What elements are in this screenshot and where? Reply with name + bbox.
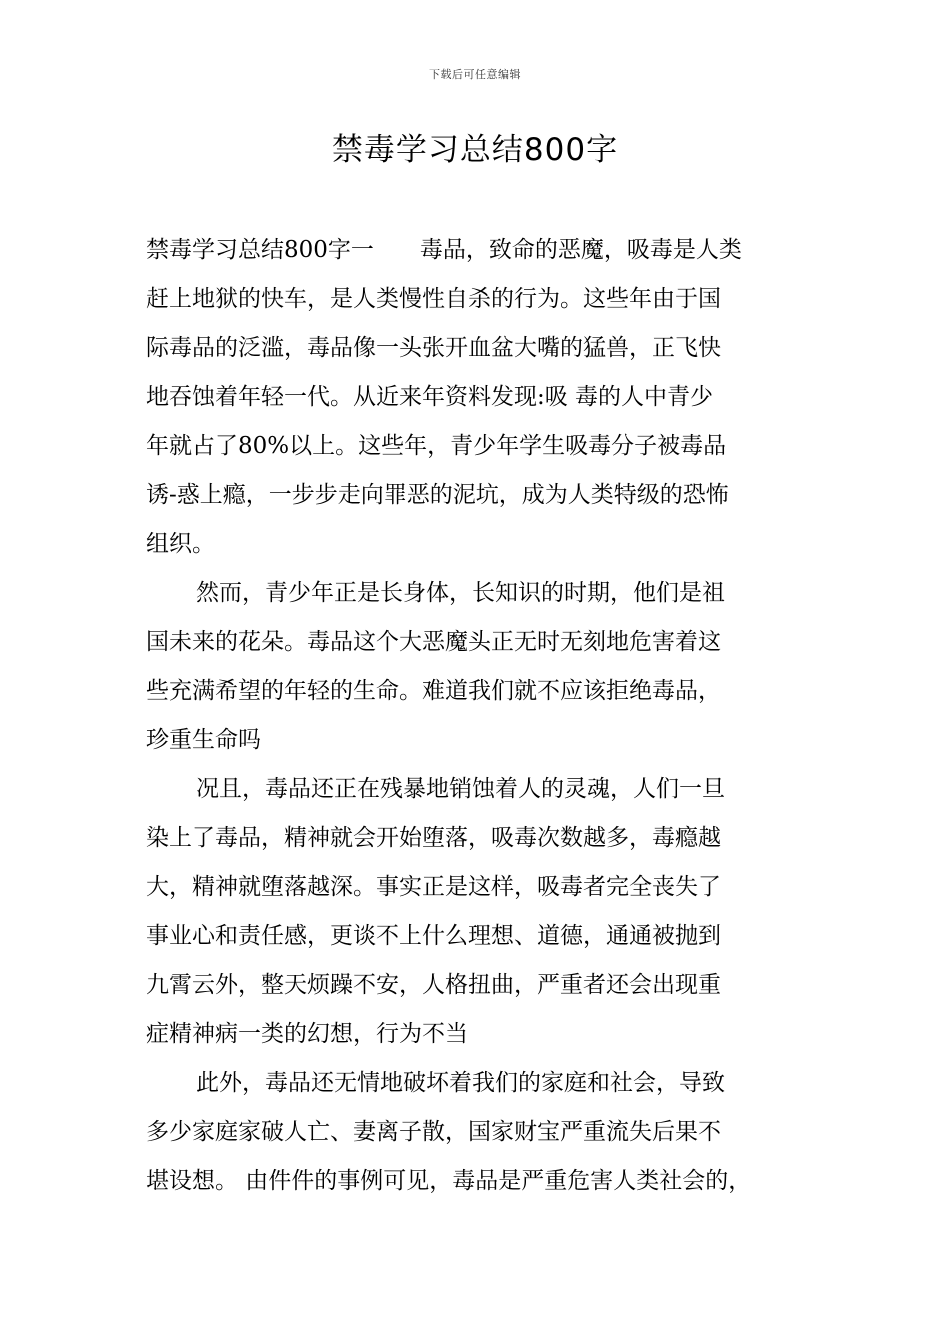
paragraph-line: 些充满希望的年轻的生命。难道我们就不应该拒绝毒品， <box>146 678 721 704</box>
paragraph-line: 堪设想。 由件件的事例可见，毒品是严重危害人类社会的， <box>146 1168 752 1194</box>
paragraph-line: 珍重生命吗 <box>146 727 261 753</box>
paragraph-line: 事业心和责任感，更谈不上什么理想、道德，通通被抛到 <box>146 923 721 949</box>
paragraph-line: 大，精神就堕落越深。事实正是这样，吸毒者完全丧失了 <box>146 874 721 900</box>
paragraph <box>146 1059 836 1206</box>
document-body <box>146 226 836 1206</box>
paragraph-line: 地吞蚀着年轻一代。从近来年资料发现:吸 毒的人中青少 <box>146 384 714 410</box>
document-title: 禁毒学习总结800字 <box>331 132 619 168</box>
paragraph-line: 况且，毒品还正在残暴地销蚀着人的灵魂，人们一旦 <box>196 776 725 802</box>
paragraph <box>146 226 836 569</box>
header-note: 下载后可任意编辑 <box>429 68 521 81</box>
paragraph-line: 症精神病一类的幻想，行为不当 <box>146 1021 468 1047</box>
paragraph-line: 然而，青少年正是长身体，长知识的时期，他们是祖 <box>196 580 725 606</box>
paragraph <box>146 569 836 765</box>
paragraph-line: 禁毒学习总结800字一 毒品，致命的恶魔，吸毒是人类 <box>146 237 742 263</box>
paragraph-line: 年就占了80%以上。这些年，青少年学生吸毒分子被毒品 <box>146 433 727 459</box>
paragraph-line: 际毒品的泛滥，毒品像一头张开血盆大嘴的猛兽，正飞快 <box>146 335 721 361</box>
paragraph-line: 多少家庭家破人亡、妻离子散，国家财宝严重流失后果不 <box>146 1119 721 1145</box>
paragraph-line: 诱-惑上瘾，一步步走向罪恶的泥坑，成为人类特级的恐怖 <box>146 482 729 508</box>
paragraph-line: 国未来的花朵。毒品这个大恶魔头正无时无刻地危害着这 <box>146 629 721 655</box>
paragraph-line: 九霄云外，整天烦躁不安，人格扭曲，严重者还会出现重 <box>146 972 721 998</box>
paragraph-line: 此外，毒品还无情地破坏着我们的家庭和社会，导致 <box>196 1070 725 1096</box>
paragraph-line: 赶上地狱的快车，是人类慢性自杀的行为。这些年由于国 <box>146 286 721 312</box>
paragraph-line: 染上了毒品，精神就会开始堕落，吸毒次数越多，毒瘾越 <box>146 825 721 851</box>
paragraph <box>146 765 836 1059</box>
paragraph-line: 组织。 <box>146 531 215 557</box>
